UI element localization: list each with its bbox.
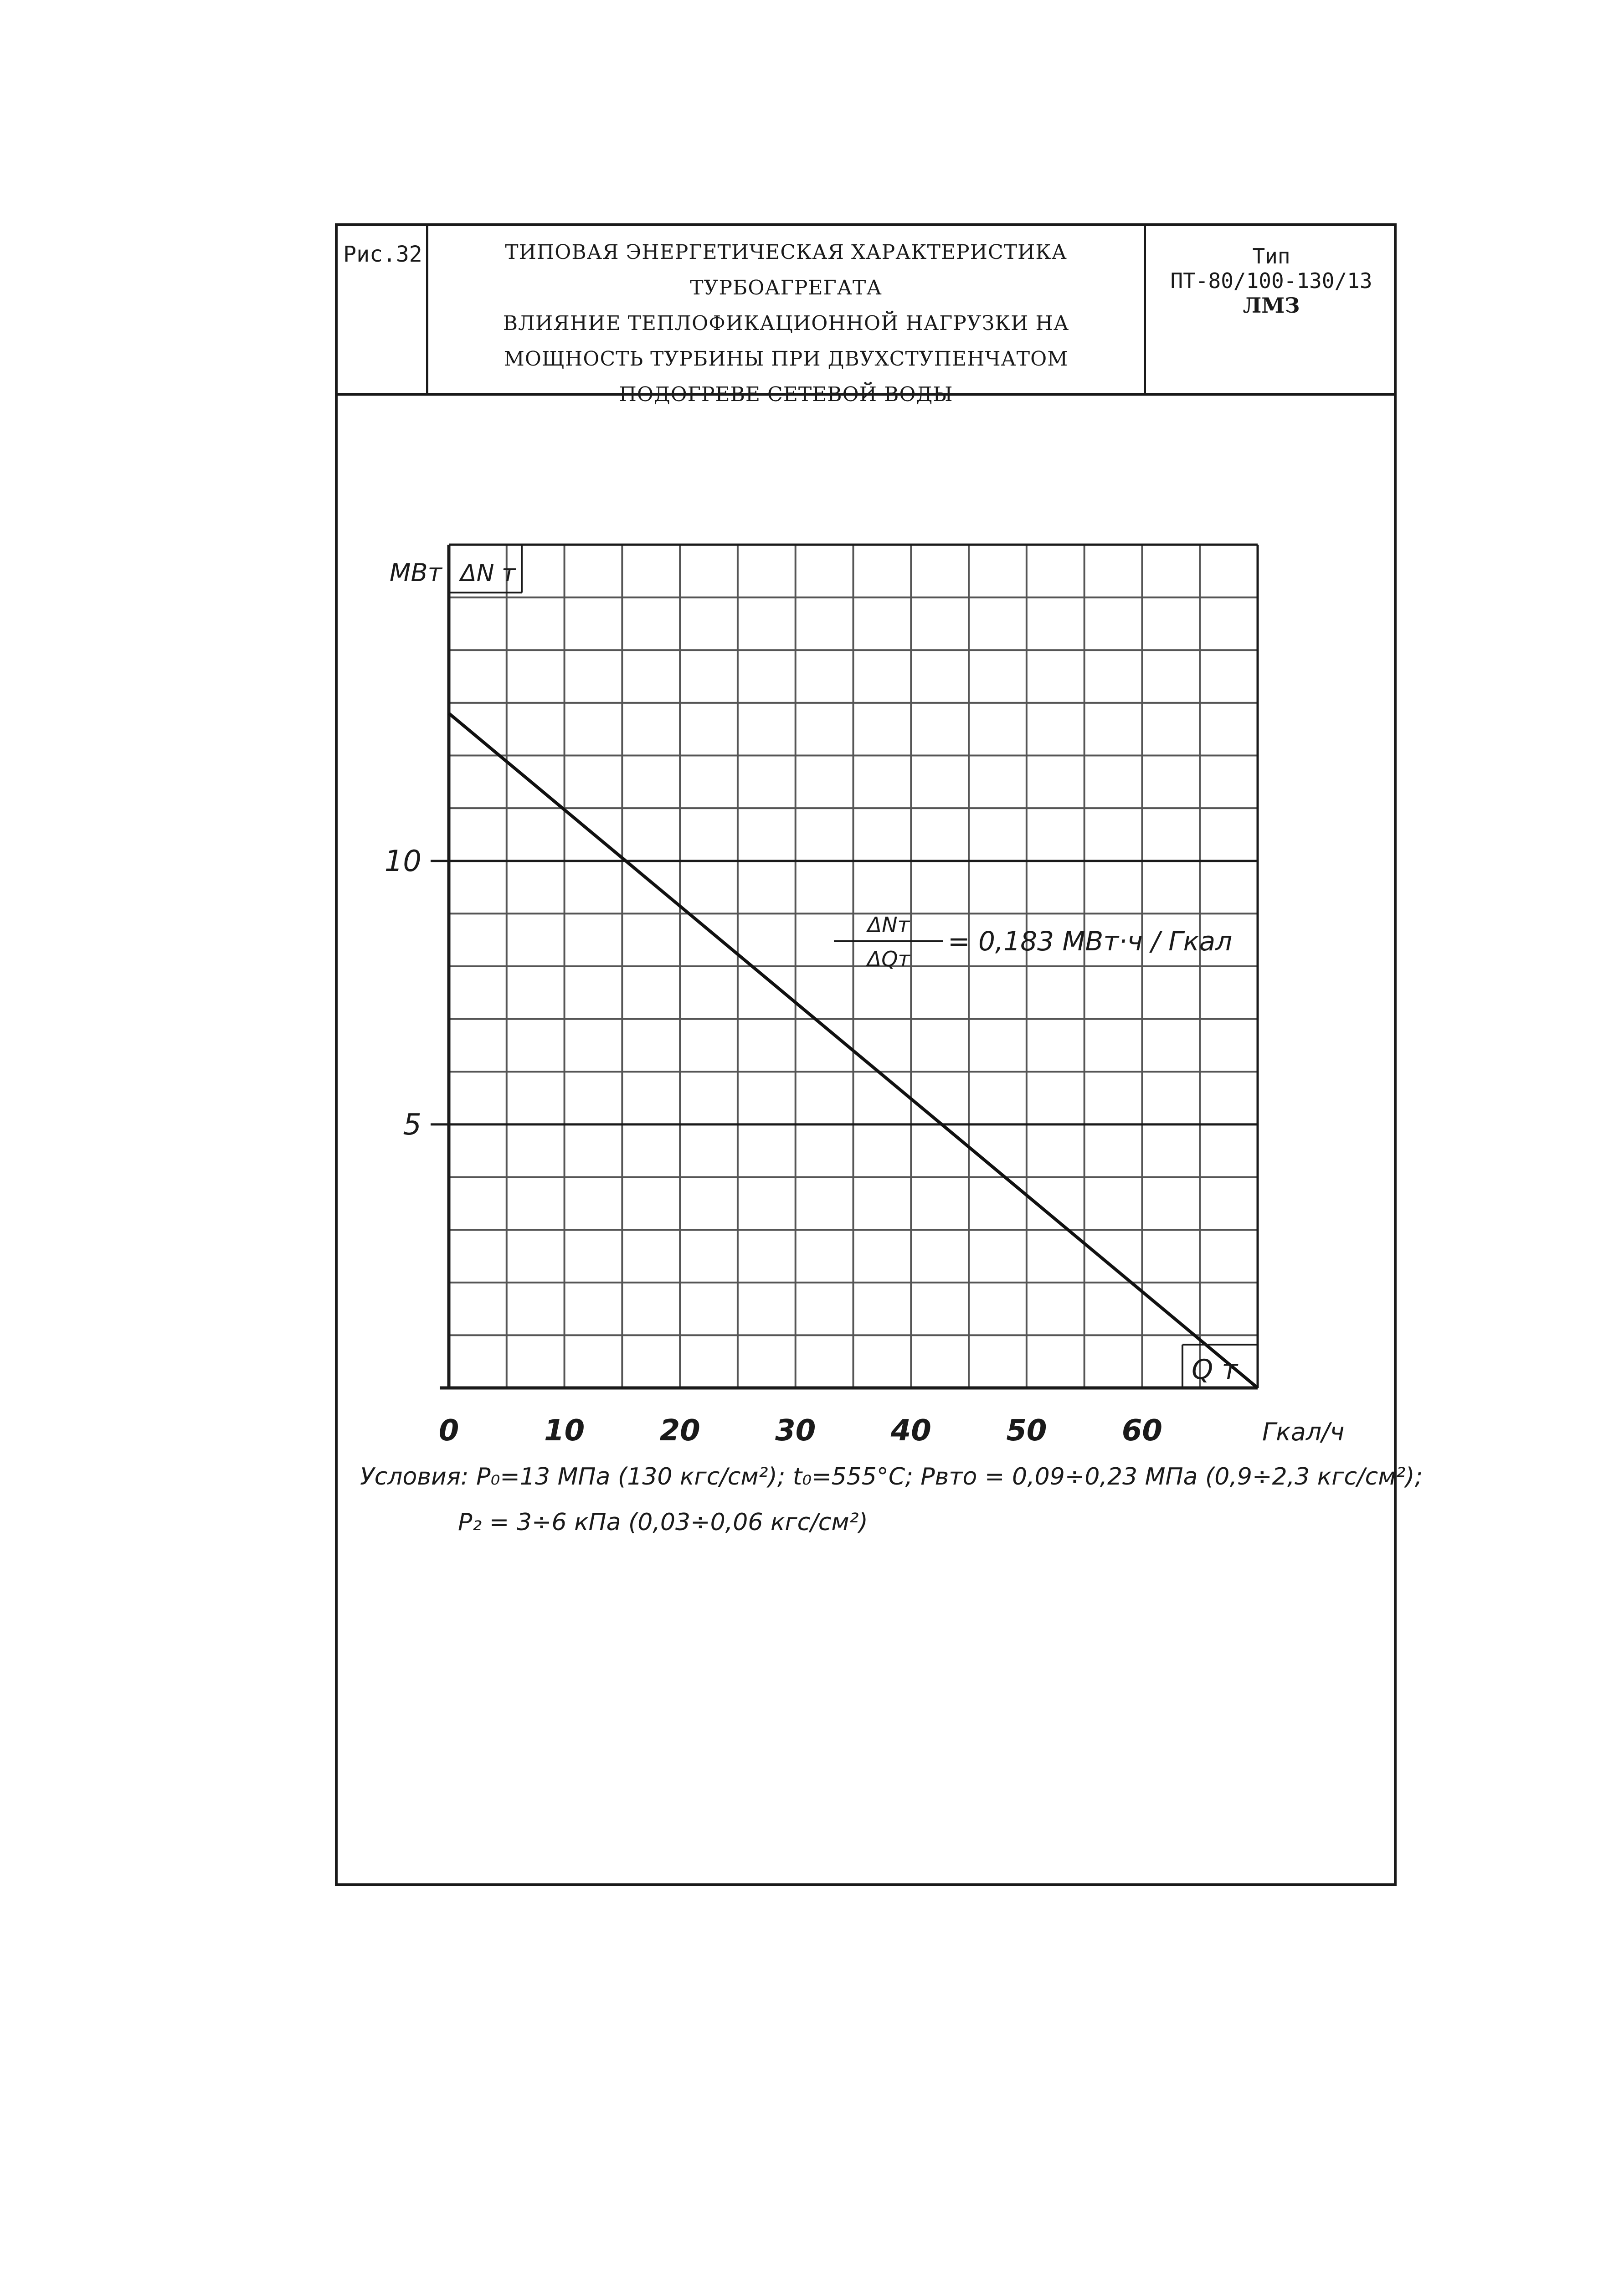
x-tick-label: 60	[1121, 1414, 1162, 1448]
chart-grid	[449, 545, 1258, 1388]
x-tick-label: 10	[544, 1414, 585, 1448]
x-tick-label: 0	[438, 1414, 459, 1448]
title-line-4: ПОДОГРЕВЕ СЕТЕВОЙ ВОДЫ	[619, 383, 953, 406]
type-model: ПТ-80/100-130/13	[1170, 268, 1372, 293]
annotation-value: = 0,183 МВт·ч / Гкал	[948, 926, 1233, 957]
title-line-2: ВЛИЯНИЕ ТЕПЛОФИКАЦИОННОЙ НАГРУЗКИ НА	[503, 312, 1069, 335]
title-line-3: МОЩНОСТЬ ТУРБИНЫ ПРИ ДВУХСТУПЕНЧАТОМ	[504, 347, 1069, 371]
manufacturer: ЛМЗ	[1243, 293, 1300, 318]
annotation-denominator: ΔQт	[867, 947, 910, 971]
type-label: Тип	[1252, 244, 1290, 268]
x-unit-label: Гкал/ч	[1262, 1418, 1345, 1446]
conditions-line-1: Условия: P₀=13 МПа (130 кгс/см²); t₀=555°С; Pвто = 0,09÷0,23 МПа (0,9÷2,3 кгс/см²);	[360, 1463, 1423, 1490]
x-tick-label: 50	[1006, 1414, 1047, 1448]
conditions-line-2: P₂ = 3÷6 кПа (0,03÷0,06 кгс/см²)	[458, 1509, 868, 1536]
y-tick-label: 5	[403, 1108, 421, 1142]
x-tick-label: 40	[890, 1414, 931, 1448]
x-tick-label: 20	[659, 1414, 700, 1448]
title-line-1: ТИПОВАЯ ЭНЕРГЕТИЧЕСКАЯ ХАРАКТЕРИСТИКА ТУРБОАГРЕГАТА	[505, 241, 1067, 299]
x-symbol-label: Q т	[1192, 1354, 1238, 1386]
figure-label: Рис.32	[343, 242, 422, 267]
x-tick-label: 30	[775, 1414, 816, 1448]
y-symbol-label: ΔN т	[460, 560, 516, 587]
y-unit-label: МВт	[389, 558, 442, 587]
y-tick-label: 10	[384, 844, 421, 878]
conditions	[360, 1454, 1423, 1545]
annotation-numerator: ΔNт	[867, 913, 910, 937]
